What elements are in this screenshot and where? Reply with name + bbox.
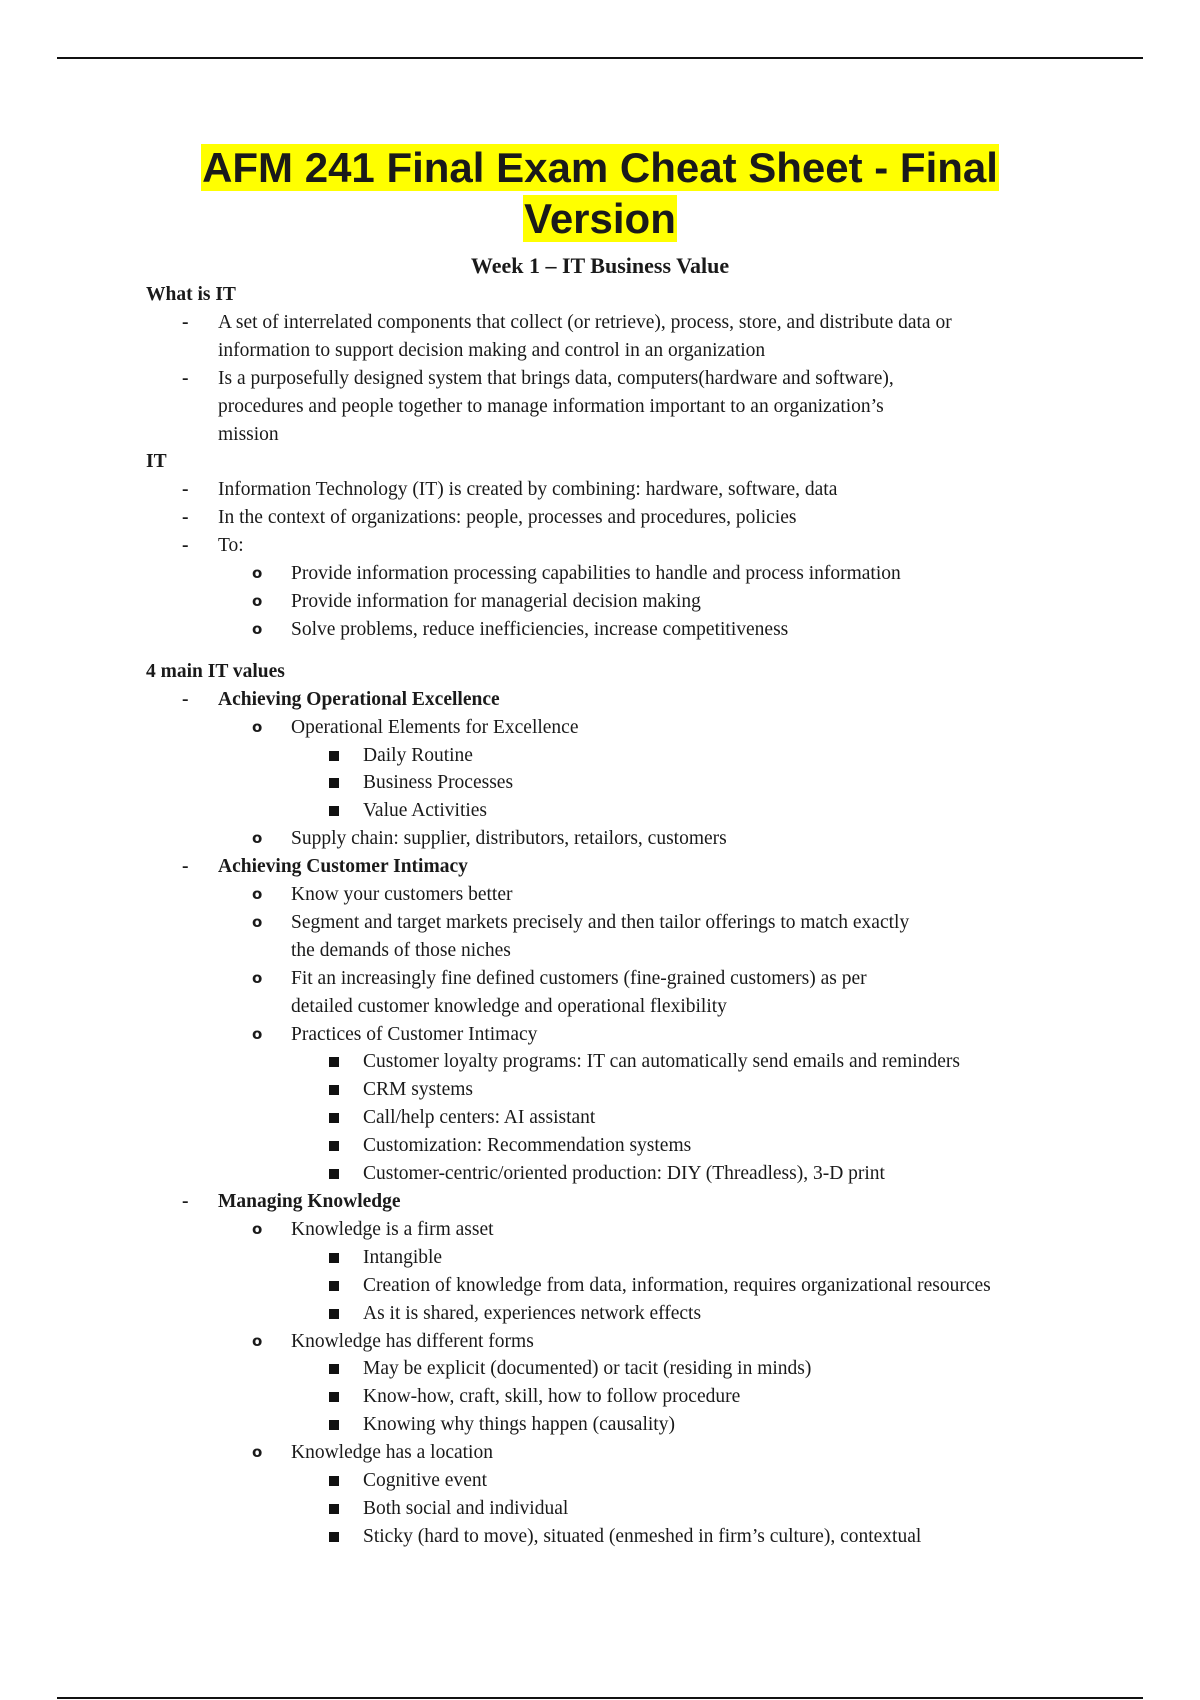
list-item-level-2	[146, 616, 1066, 644]
list-item-text: Customer-centric/oriented production: DIY (Threadless), 3-D print	[363, 1163, 885, 1185]
list-item-text: Operational Elements for Excellence	[291, 716, 579, 738]
list-item-text: May be explicit (documented) or tacit (residing in minds)	[363, 1358, 812, 1380]
list-item-level-1	[146, 365, 1066, 449]
circle-bullet-icon: o	[252, 1443, 263, 1462]
list-item-text: Knowledge is a firm asset	[291, 1218, 494, 1240]
square-bullet-icon	[329, 1420, 339, 1430]
list-item-level-2	[146, 1021, 1066, 1049]
section-heading: What is IT	[146, 284, 236, 305]
list-item-level-3	[146, 797, 1066, 825]
list-item-text: Call/help centers: AI assistant	[363, 1107, 596, 1129]
square-bullet-icon	[329, 1113, 339, 1123]
square-bullet-icon	[329, 778, 339, 788]
dash-bullet-icon: -	[182, 367, 189, 389]
list-item-level-3	[146, 769, 1066, 797]
list-item-level-1	[146, 504, 1066, 532]
list-item-level-3	[146, 1495, 1066, 1523]
list-item-level-2	[146, 1328, 1066, 1356]
list-item-text: Know your customers better	[291, 884, 513, 906]
square-bullet-icon	[329, 1281, 339, 1291]
list-item-level-2	[146, 825, 1066, 853]
document-title	[0, 142, 1200, 244]
circle-bullet-icon: o	[252, 591, 263, 610]
list-item-text: Knowing why things happen (causality)	[363, 1414, 675, 1436]
list-item-level-2	[146, 1216, 1066, 1244]
list-item-text: Daily Routine	[363, 744, 473, 766]
list-item-text: Knowledge has a location	[291, 1442, 493, 1464]
list-item-text: CRM systems	[363, 1079, 473, 1101]
list-item-level-2	[146, 909, 1066, 965]
square-bullet-icon	[329, 1392, 339, 1402]
square-bullet-icon	[329, 1057, 339, 1067]
square-bullet-icon	[329, 1504, 339, 1514]
dash-bullet-icon: -	[182, 311, 189, 333]
list-item-text: Achieving Customer Intimacy	[218, 856, 468, 878]
dash-bullet-icon: -	[182, 507, 189, 529]
circle-bullet-icon: o	[252, 1219, 263, 1238]
list-item-level-3	[146, 1132, 1066, 1160]
list-item-level-3	[146, 742, 1066, 770]
list-item-text: Provide information processing capabilities to handle and process information	[291, 563, 901, 585]
square-bullet-icon	[329, 806, 339, 816]
list-item-text: Managing Knowledge	[218, 1191, 401, 1212]
circle-bullet-icon: o	[252, 1331, 263, 1350]
list-item-level-3	[146, 1383, 1066, 1411]
list-item-level-3	[146, 1076, 1066, 1104]
square-bullet-icon	[329, 1141, 339, 1151]
document-body	[146, 281, 1066, 1551]
list-item-text: Sticky (hard to move), situated (enmeshed in firm’s culture), contextual	[363, 1525, 922, 1547]
list-item-text: Intangible	[363, 1246, 443, 1268]
list-item-text: Solve problems, reduce inefficiencies, increase competitiveness	[291, 618, 789, 640]
list-item-text: Both social and individual	[363, 1497, 569, 1519]
list-item-level-3	[146, 1048, 1066, 1076]
list-item-text: To:	[218, 535, 244, 557]
circle-bullet-icon: o	[252, 1024, 263, 1043]
list-item-text: Business Processes	[363, 772, 514, 794]
list-item-text: Creation of knowledge from data, information, requires organizational resources	[363, 1274, 991, 1296]
list-item-text: Is a purposefully designed system that brings data, computers(hardware and software), procedures and people together to manage information important to an organization’s mission	[218, 367, 894, 445]
list-item-level-1	[146, 1188, 1066, 1216]
section-heading: IT	[146, 451, 167, 473]
title-line-2: Version	[524, 195, 676, 242]
dash-bullet-icon: -	[182, 479, 189, 501]
list-item-level-3	[146, 1104, 1066, 1132]
list-item-text: A set of interrelated components that collect (or retrieve), process, store, and distribute data or information to support decision making and control in an organization	[218, 311, 952, 361]
list-item-level-3	[146, 1523, 1066, 1551]
circle-bullet-icon: o	[252, 717, 263, 736]
list-item-text: Segment and target markets precisely and then tailor offerings to match exactly the demands of those niches	[291, 911, 910, 961]
circle-bullet-icon: o	[252, 912, 263, 931]
dash-bullet-icon: -	[182, 1191, 189, 1212]
list-item-level-2	[146, 965, 1066, 1021]
list-item-text: Practices of Customer Intimacy	[291, 1023, 538, 1045]
list-item-text: As it is shared, experiences network effects	[363, 1302, 702, 1324]
list-item-level-3	[146, 1411, 1066, 1439]
footer-rule	[57, 1697, 1143, 1699]
dash-bullet-icon: -	[182, 688, 189, 710]
circle-bullet-icon: o	[252, 619, 263, 638]
circle-bullet-icon: o	[252, 968, 263, 987]
square-bullet-icon	[329, 1085, 339, 1095]
square-bullet-icon	[329, 1309, 339, 1319]
circle-bullet-icon: o	[252, 564, 263, 583]
list-item-level-1	[146, 853, 1066, 881]
list-item-level-3	[146, 1467, 1066, 1495]
list-item-level-3	[146, 1160, 1066, 1188]
list-item-text: Fit an increasingly fine defined customers (fine-grained customers) as per detailed customer knowledge and operational flexibility	[291, 967, 867, 1017]
list-item-level-1	[146, 309, 1066, 365]
dash-bullet-icon: -	[182, 535, 189, 557]
list-item-level-2	[146, 714, 1066, 742]
list-item-level-3	[146, 1244, 1066, 1272]
section-subtitle: Week 1 – IT Business Value	[470, 253, 730, 278]
list-item-text: Customization: Recommendation systems	[363, 1135, 692, 1157]
list-item-level-2	[146, 560, 1066, 588]
list-item-text: Provide information for managerial decision making	[291, 590, 701, 612]
list-item-level-3	[146, 1355, 1066, 1383]
list-item-level-1	[146, 686, 1066, 714]
list-item-level-1	[146, 532, 1066, 560]
list-item-text: Cognitive event	[363, 1470, 488, 1492]
list-item-level-2	[146, 588, 1066, 616]
list-item-level-3	[146, 1300, 1066, 1328]
square-bullet-icon	[329, 751, 339, 761]
circle-bullet-icon: o	[252, 829, 263, 848]
list-item-level-1	[146, 476, 1066, 504]
circle-bullet-icon: o	[252, 885, 263, 904]
list-item-text: Knowledge has different forms	[291, 1330, 534, 1352]
square-bullet-icon	[329, 1253, 339, 1263]
square-bullet-icon	[329, 1169, 339, 1179]
square-bullet-icon	[329, 1476, 339, 1486]
dash-bullet-icon: -	[182, 856, 189, 878]
list-item-text: Supply chain: supplier, distributors, retailors, customers	[291, 828, 727, 850]
list-item-text: Customer loyalty programs: IT can automatically send emails and reminders	[363, 1051, 960, 1073]
title-line-1: AFM 241 Final Exam Cheat Sheet - Final	[202, 144, 998, 191]
square-bullet-icon	[329, 1364, 339, 1374]
header-rule	[57, 57, 1143, 59]
list-item-level-2	[146, 881, 1066, 909]
list-item-text: Information Technology (IT) is created by combining: hardware, software, data	[218, 479, 838, 501]
list-item-text: In the context of organizations: people, processes and procedures, policies	[218, 507, 797, 529]
list-item-level-2	[146, 1439, 1066, 1467]
list-item-text: Value Activities	[363, 800, 488, 822]
list-item-text: Know-how, craft, skill, how to follow procedure	[363, 1386, 741, 1408]
square-bullet-icon	[329, 1532, 339, 1542]
list-item-level-3	[146, 1272, 1066, 1300]
list-item-text: Achieving Operational Excellence	[218, 688, 500, 710]
section-heading: 4 main IT values	[146, 660, 285, 682]
